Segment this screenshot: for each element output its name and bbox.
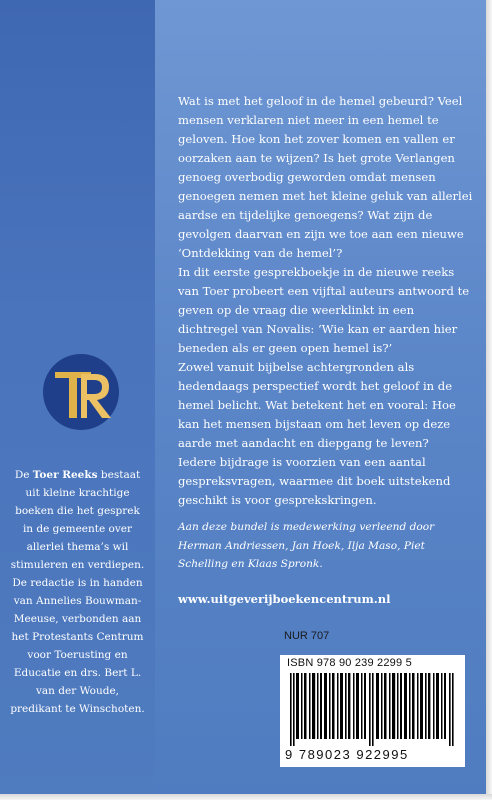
- nur-code: NUR 707: [284, 630, 330, 642]
- page-edge-bottom: [0, 794, 492, 800]
- series-body: bestaat uit kleine krachtige boeken die het gesprek in de gemeente over allerlei thema’s wil stimuleren en verdiepen. De redactie is in handen van Annelies Bouwman-Meeuse, verbonden aan het Protestants Centrum voor Toerusting en Educatie en drs. Bert L. van der Woude, predikant te Winschoten.: [10, 469, 145, 715]
- blurb-paragraph-4: Iedere bijdrage is voorzien van een aantal gespreksvragen, waarmee dit boek uitstekend geschikt is voor gesprekskringen.: [178, 455, 451, 507]
- barcode-label: [280, 655, 465, 767]
- ean-number: 9 789023 922995: [285, 747, 409, 762]
- barcode-image: [288, 673, 458, 746]
- isbn-number: ISBN 978 90 239 2299 5: [287, 657, 412, 669]
- series-prefix: De: [14, 469, 33, 481]
- blurb-paragraph-1: Wat is met het geloof in de hemel gebeurd? Veel mensen verklaren niet meer in een hemel te geloven. Hoe kon het zover komen en vallen er oorzaken aan te wijzen? Is het grote Verlangen genoeg overbodig geworden omdat mensen genoegen nemen met het kleine geluk van allerlei aardse en tijdelijke genoegens? Wat zijn de gevolgen daarvan en zijn we toe aan een nieuwe ‘Ontdekking van de hemel’?: [178, 94, 473, 260]
- blurb-paragraph-2: In dit eerste gesprekboekje in de nieuwe reeks van Toer probeert een vijftal auteurs antwoord te geven op de vraag die weerklinkt in een dichtregel van Novalis: ‘Wie kan er aarden hier beneden als er geen open hemel is?’: [178, 265, 470, 355]
- blurb-text: [178, 92, 474, 510]
- series-name: Toer Reeks: [32, 469, 98, 481]
- blurb-paragraph-3: Zowel vanuit bijbelse achtergronden als hedendaags perspectief wordt het geloof in de hemel belicht. Wat betekent het en vooral: Hoe kan het mensen bijstaan om het leven op deze aarde met aandacht en diepgang te leven?: [178, 360, 456, 450]
- series-panel: [0, 0, 155, 794]
- publisher-website-link[interactable]: www.uitgeverijboekencentrum.nl: [178, 592, 391, 606]
- contributors-credit: Aan deze bundel is medewerking verleend door Herman Andriessen, Jan Hoek, Ilja Maso, Piet Schelling en Klaas Spronk.: [178, 521, 435, 570]
- page-edge-right: [486, 0, 492, 800]
- series-description: [10, 466, 145, 718]
- toer-reeks-logo: [41, 352, 121, 432]
